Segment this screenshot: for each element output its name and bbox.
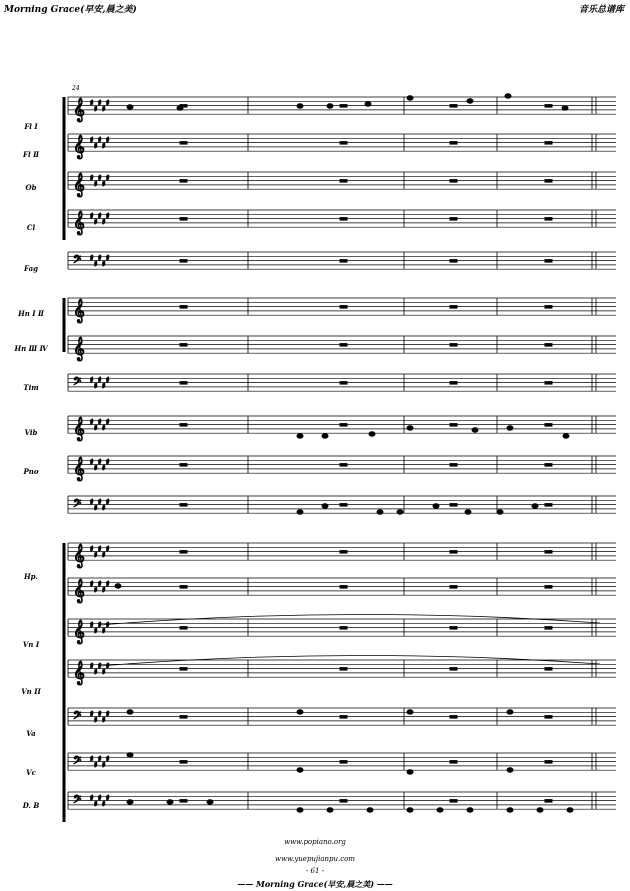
label-vn-2: Vn II [21, 687, 41, 696]
whole-rest [180, 464, 187, 467]
treble-clef: 𝄞 [73, 172, 85, 197]
bass-clef: 𝄢 [73, 498, 82, 514]
label-ob: Ob [25, 183, 37, 192]
whole-rest [340, 586, 347, 589]
notehead [407, 426, 413, 430]
whole-rest [450, 306, 457, 309]
notehead [467, 808, 473, 812]
whole-rest [545, 424, 552, 427]
sharp-sign: ♯ [90, 580, 94, 588]
whole-rest [450, 761, 457, 764]
sharp-sign: ♯ [90, 498, 94, 506]
notehead [327, 808, 333, 812]
sharp-sign: ♯ [98, 376, 102, 384]
whole-rest [545, 344, 552, 347]
sharp-sign: ♯ [102, 142, 106, 150]
whole-rest [450, 586, 457, 589]
notehead [167, 800, 173, 804]
sharp-sign: ♯ [106, 580, 110, 588]
notehead [433, 504, 439, 508]
sharp-sign: ♯ [106, 254, 110, 262]
whole-rest [340, 668, 347, 671]
whole-rest [340, 424, 347, 427]
whole-rest [545, 306, 552, 309]
treble-clef: 𝄞 [73, 336, 85, 361]
notehead [507, 426, 513, 430]
sharp-sign: ♯ [94, 761, 98, 769]
sharp-sign: ♯ [94, 260, 98, 268]
sharp-sign: ♯ [90, 755, 94, 763]
sharp-sign: ♯ [98, 498, 102, 506]
sharp-sign: ♯ [90, 621, 94, 629]
sharp-sign: ♯ [90, 212, 94, 220]
notehead [437, 808, 443, 812]
sharp-sign: ♯ [106, 174, 110, 182]
sharp-sign: ♯ [102, 504, 106, 512]
label-fag: Fag [23, 264, 39, 273]
whole-rest [450, 627, 457, 630]
sharp-sign: ♯ [106, 794, 110, 802]
notehead [562, 106, 568, 110]
notehead [369, 432, 375, 436]
sharp-sign: ♯ [106, 376, 110, 384]
notehead [407, 96, 413, 100]
label-fl-2: Fl Ⅱ [23, 150, 39, 159]
whole-rest [545, 504, 552, 507]
bass-clef: 𝄢 [73, 376, 82, 392]
treble-clef: 𝄞 [73, 210, 85, 235]
label-hn-34: Hn Ⅲ Ⅳ [14, 344, 48, 353]
page-title: Morning Grace(早安,晨之美) [4, 5, 137, 15]
whole-rest [180, 504, 187, 507]
notehead [537, 808, 543, 812]
notehead [407, 770, 413, 774]
sharp-sign: ♯ [102, 382, 106, 390]
whole-rest [180, 424, 187, 427]
notehead [507, 710, 513, 714]
whole-rest [180, 218, 187, 221]
notehead [127, 710, 133, 714]
notehead [207, 800, 213, 804]
sharp-sign: ♯ [98, 174, 102, 182]
footer-title: —— Morning Grace(早安,晨之美) —— [237, 879, 393, 889]
sharp-sign: ♯ [98, 794, 102, 802]
sharp-sign: ♯ [94, 424, 98, 432]
whole-rest [340, 504, 347, 507]
whole-rest [180, 627, 187, 630]
whole-rest [180, 344, 187, 347]
whole-rest [340, 105, 347, 108]
label-db: D. B [22, 801, 40, 810]
sharp-sign: ♯ [102, 551, 106, 559]
whole-rest [180, 761, 187, 764]
notehead [507, 808, 513, 812]
sharp-sign: ♯ [98, 99, 102, 107]
whole-rest [340, 306, 347, 309]
whole-rest [340, 464, 347, 467]
notehead [322, 434, 328, 438]
label-fl-1: Fl Ⅰ [24, 122, 38, 131]
sharp-sign: ♯ [94, 105, 98, 113]
treble-clef: 𝄞 [73, 416, 85, 441]
sharp-sign: ♯ [98, 710, 102, 718]
site-name: 音乐总谱库 [578, 5, 624, 15]
whole-rest [340, 218, 347, 221]
sharp-sign: ♯ [94, 504, 98, 512]
sharp-sign: ♯ [90, 254, 94, 262]
label-vc: Vc [26, 768, 36, 777]
notehead [467, 99, 473, 103]
sharp-sign: ♯ [106, 458, 110, 466]
notehead [397, 510, 403, 514]
notehead [407, 710, 413, 714]
notehead [377, 510, 383, 514]
whole-rest [340, 716, 347, 719]
treble-clef: 𝄞 [73, 660, 85, 685]
notehead [505, 94, 511, 98]
footer-url-1: www.popiano.org [284, 838, 346, 846]
sharp-sign: ♯ [98, 418, 102, 426]
notation-marks [64, 94, 600, 822]
sharp-sign: ♯ [94, 180, 98, 188]
label-pno: Pno [23, 467, 39, 476]
treble-clef: 𝄞 [73, 97, 85, 122]
whole-rest [450, 142, 457, 145]
treble-clef: 𝄞 [73, 134, 85, 159]
whole-rest [545, 142, 552, 145]
whole-rest [340, 551, 347, 554]
sharp-sign: ♯ [98, 580, 102, 588]
sharp-sign: ♯ [94, 464, 98, 472]
whole-rest [545, 105, 552, 108]
sharp-sign: ♯ [94, 551, 98, 559]
whole-rest [340, 800, 347, 803]
notehead [115, 584, 121, 588]
whole-rest [545, 716, 552, 719]
sharp-sign: ♯ [106, 212, 110, 220]
bass-clef: 𝄢 [73, 254, 82, 270]
notehead [365, 102, 371, 106]
sharp-sign: ♯ [94, 142, 98, 150]
sharp-sign: ♯ [98, 136, 102, 144]
sharp-sign: ♯ [102, 668, 106, 676]
sharp-sign: ♯ [106, 710, 110, 718]
whole-rest [450, 344, 457, 347]
bass-clef: 𝄢 [73, 710, 82, 726]
label-cl: Cl [26, 223, 36, 232]
whole-rest [450, 800, 457, 803]
sharp-sign: ♯ [90, 545, 94, 553]
whole-rest [180, 668, 187, 671]
whole-rest [180, 586, 187, 589]
whole-rest [180, 142, 187, 145]
bass-clef: 𝄢 [73, 794, 82, 810]
sharp-sign: ♯ [98, 755, 102, 763]
measure-number: 24 [72, 85, 80, 92]
sharp-sign: ♯ [90, 136, 94, 144]
sharp-sign: ♯ [90, 376, 94, 384]
sharp-sign: ♯ [102, 105, 106, 113]
notehead [177, 106, 183, 110]
whole-rest [545, 464, 552, 467]
treble-clef: 𝄞 [73, 578, 85, 603]
notehead [407, 808, 413, 812]
sharp-sign: ♯ [94, 627, 98, 635]
whole-rest [545, 260, 552, 263]
label-hp: Hp. [24, 572, 38, 581]
sharp-sign: ♯ [94, 716, 98, 724]
sharp-sign: ♯ [90, 458, 94, 466]
whole-rest [340, 382, 347, 385]
whole-rest [545, 382, 552, 385]
whole-rest [340, 761, 347, 764]
whole-rest [545, 180, 552, 183]
sharp-sign: ♯ [94, 800, 98, 808]
sharp-sign: ♯ [90, 662, 94, 670]
sharp-sign: ♯ [90, 99, 94, 107]
sharp-sign: ♯ [102, 586, 106, 594]
whole-rest [545, 218, 552, 221]
sharp-sign: ♯ [102, 627, 106, 635]
notehead [497, 510, 503, 514]
sharp-sign: ♯ [94, 382, 98, 390]
sharp-sign: ♯ [98, 212, 102, 220]
treble-clef: 𝄞 [73, 619, 85, 644]
whole-rest [545, 761, 552, 764]
whole-rest [450, 668, 457, 671]
label-vib: Vib [24, 428, 38, 437]
notehead [507, 768, 513, 772]
sharp-sign: ♯ [102, 761, 106, 769]
whole-rest [450, 551, 457, 554]
whole-rest [450, 716, 457, 719]
sharp-sign: ♯ [98, 662, 102, 670]
notehead [465, 510, 471, 514]
footer-url-2: www.yuepujianpu.com [274, 855, 356, 863]
notehead [127, 753, 133, 757]
notehead [563, 434, 569, 438]
sharp-sign: ♯ [94, 218, 98, 226]
whole-rest [340, 627, 347, 630]
notehead [327, 104, 333, 108]
whole-rest [545, 668, 552, 671]
sharp-sign: ♯ [102, 424, 106, 432]
whole-rest [340, 142, 347, 145]
whole-rest [450, 180, 457, 183]
sharp-sign: ♯ [90, 794, 94, 802]
whole-rest [180, 382, 187, 385]
whole-rest [340, 180, 347, 183]
notehead [297, 104, 303, 108]
sharp-sign: ♯ [102, 716, 106, 724]
notehead [367, 808, 373, 812]
sharp-sign: ♯ [106, 545, 110, 553]
bass-clef: 𝄢 [73, 755, 82, 771]
notehead [322, 504, 328, 508]
sharp-sign: ♯ [106, 136, 110, 144]
notehead [297, 808, 303, 812]
whole-rest [545, 551, 552, 554]
notehead [472, 428, 478, 432]
sharp-sign: ♯ [94, 668, 98, 676]
sharp-sign: ♯ [106, 755, 110, 763]
page-number: - 61 - [305, 867, 325, 875]
whole-rest [450, 464, 457, 467]
sharp-sign: ♯ [106, 621, 110, 629]
whole-rest [450, 218, 457, 221]
staves [68, 97, 616, 809]
whole-rest [450, 260, 457, 263]
sharp-sign: ♯ [102, 464, 106, 472]
whole-rest [545, 586, 552, 589]
notehead [567, 808, 573, 812]
label-va: Va [26, 729, 36, 738]
whole-rest [180, 260, 187, 263]
notehead [127, 105, 133, 109]
whole-rest [450, 382, 457, 385]
whole-rest [450, 504, 457, 507]
whole-rest [545, 800, 552, 803]
sharp-sign: ♯ [102, 260, 106, 268]
whole-rest [180, 800, 187, 803]
sharp-sign: ♯ [90, 174, 94, 182]
sharp-sign: ♯ [106, 99, 110, 107]
treble-clef: 𝄞 [73, 543, 85, 568]
whole-rest [340, 260, 347, 263]
sharp-sign: ♯ [98, 545, 102, 553]
sharp-sign: ♯ [102, 800, 106, 808]
treble-clef: 𝄞 [73, 298, 85, 323]
sharp-sign: ♯ [106, 662, 110, 670]
sharp-sign: ♯ [98, 254, 102, 262]
notehead [297, 710, 303, 714]
sharp-sign: ♯ [98, 621, 102, 629]
sharp-sign: ♯ [106, 498, 110, 506]
barlines [68, 97, 596, 809]
whole-rest [180, 180, 187, 183]
treble-clef: 𝄞 [73, 456, 85, 481]
notehead [127, 800, 133, 804]
whole-rest [180, 306, 187, 309]
notehead [297, 768, 303, 772]
sharp-sign: ♯ [102, 218, 106, 226]
sharp-sign: ♯ [90, 418, 94, 426]
sharp-sign: ♯ [102, 180, 106, 188]
whole-rest [450, 105, 457, 108]
sharp-sign: ♯ [106, 418, 110, 426]
sharp-sign: ♯ [90, 710, 94, 718]
whole-rest [545, 627, 552, 630]
notehead [297, 510, 303, 514]
notehead [297, 434, 303, 438]
whole-rest [450, 424, 457, 427]
whole-rest [180, 716, 187, 719]
sharp-sign: ♯ [94, 586, 98, 594]
label-hn-12: Hn Ⅰ Ⅱ [18, 309, 44, 318]
whole-rest [180, 551, 187, 554]
notehead [532, 504, 538, 508]
whole-rest [340, 344, 347, 347]
sharp-sign: ♯ [98, 458, 102, 466]
label-vn-1: Vn I [22, 640, 40, 649]
label-tim: Tim [23, 383, 39, 392]
